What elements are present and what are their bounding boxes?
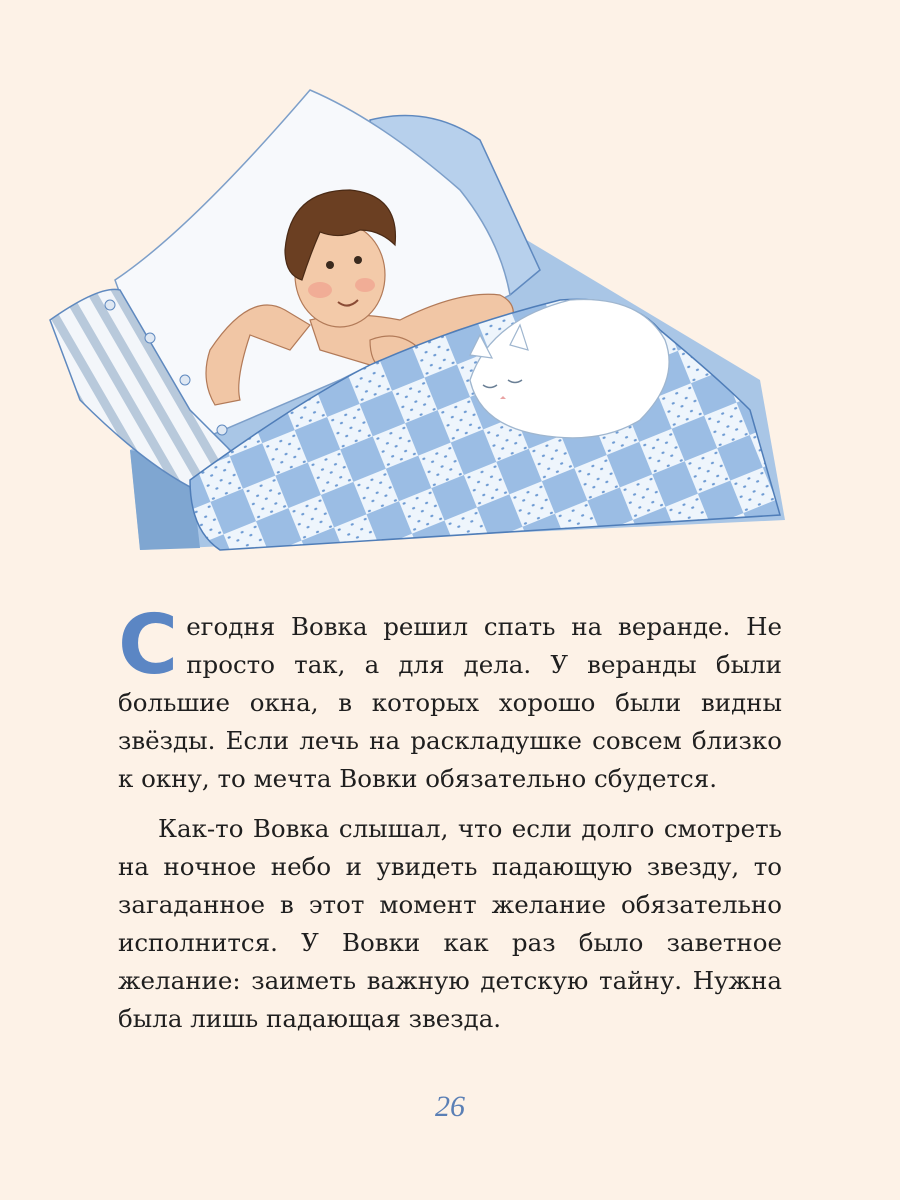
paragraph-2 [118, 810, 782, 1038]
paragraph-2-text: Как-то Вовка слышал, что если долго смотреть на ночное небо и увидеть падающую звезду, то загаданное в этот момент желание обязательно исполнится. У Вовки как раз было заветное желание: заиметь важную детскую тайну. Нужна была лишь падающая звезда. [118, 814, 782, 1033]
illustration-boy-in-bed-with-cat [40, 80, 800, 560]
page-number: 26 [435, 1090, 465, 1123]
drop-cap-letter: С [118, 598, 179, 693]
paragraph-1 [118, 598, 782, 798]
paragraph-1-text: егодня Вовка решил спать на веранде. Не просто так, а для дела. У веранды были большие окна, в которых хорошо были видны звёзды. Если лечь на раскладушке совсем близко к окну, то мечта Вовки обязательно сбудется. [118, 612, 782, 793]
story-text [118, 598, 782, 1038]
